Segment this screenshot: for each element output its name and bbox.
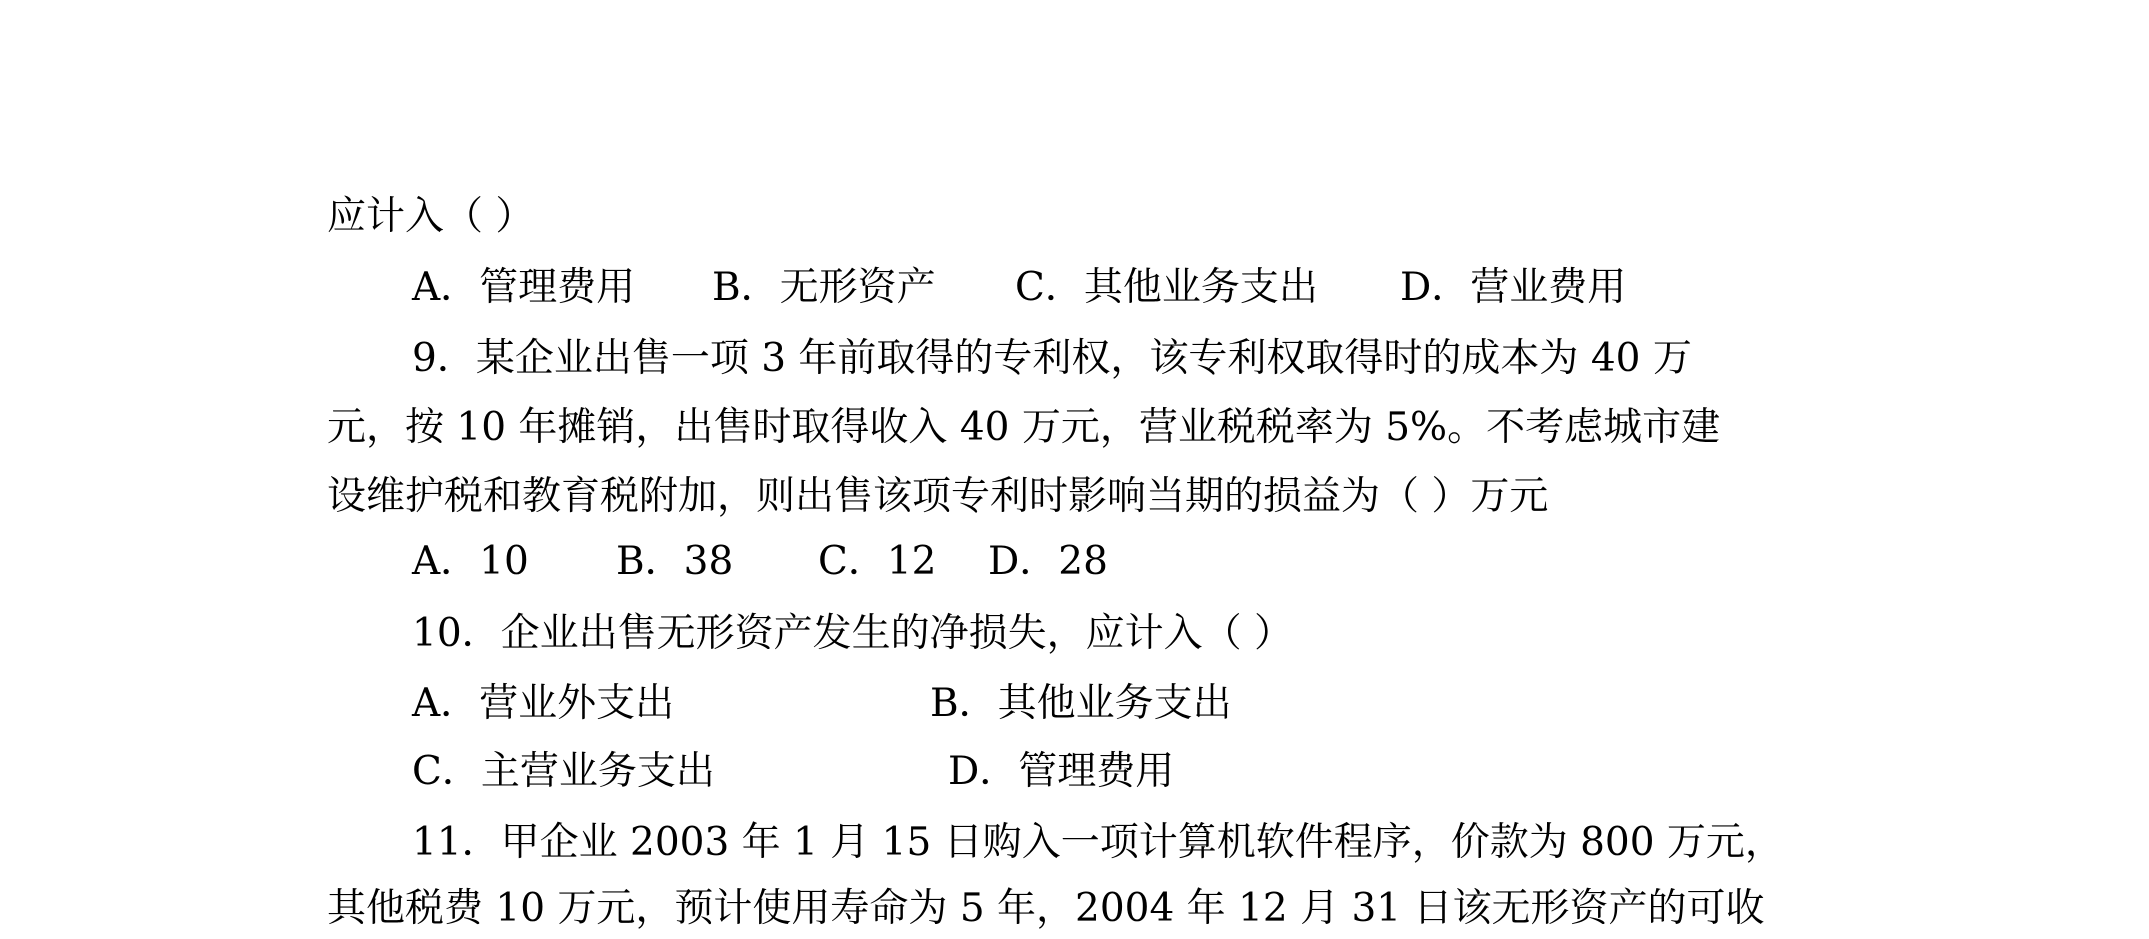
question-9-text: 9．某企业出售一项 3 年前取得的专利权，该专利权取得时的成本为 40 万 [412,336,1692,381]
question-9-options [0,532,2149,592]
question-11-text: 11．甲企业 2003 年 1 月 15 日购入一项计算机软件程序，价款为 800 万元， [412,820,1784,865]
option-a: A．10 [412,539,529,584]
option-b: B．无形资产 [712,265,936,310]
question-9-line-1 [0,329,2149,389]
question-10-text: 10．企业出售无形资产发生的净损失，应计入（ ） [412,611,1294,656]
question-9-line-2 [0,398,2149,458]
option-b: B．其他业务支出 [930,681,1232,726]
question-8-continuation [0,187,2149,247]
question-9-text: 设维护税和教育税附加，则出售该项专利时影响当期的损益为（ ）万元 [327,474,1549,519]
question-8-options [0,258,2149,318]
option-d: D．管理费用 [948,749,1175,794]
option-c: C．主营业务支出 [412,749,715,794]
question-10-options-row-1 [0,674,2149,734]
option-b: B．38 [616,539,734,584]
option-d: D．28 [988,539,1108,584]
question-10-options-row-2 [0,742,2149,802]
question-11-line-2 [0,879,2149,939]
option-a: A．营业外支出 [412,681,675,726]
question-10-stem [0,604,2149,664]
question-11-text: 其他税费 10 万元，预计使用寿命为 5 年，2004 年 12 月 31 日该无形资产的可收 [327,886,1765,931]
option-c: C．其他业务支出 [1015,265,1318,310]
question-11-line-1 [0,813,2149,873]
question-9-text: 元，按 10 年摊销，出售时取得收入 40 万元，营业税税率为 5%。不考虑城市建 [327,405,1721,450]
option-d: D．营业费用 [1400,265,1627,310]
option-c: C．12 [818,539,937,584]
question-9-line-3 [0,467,2149,527]
option-a: A．管理费用 [412,265,636,310]
question-8-stem-end: 应计入（ ） [327,194,535,239]
